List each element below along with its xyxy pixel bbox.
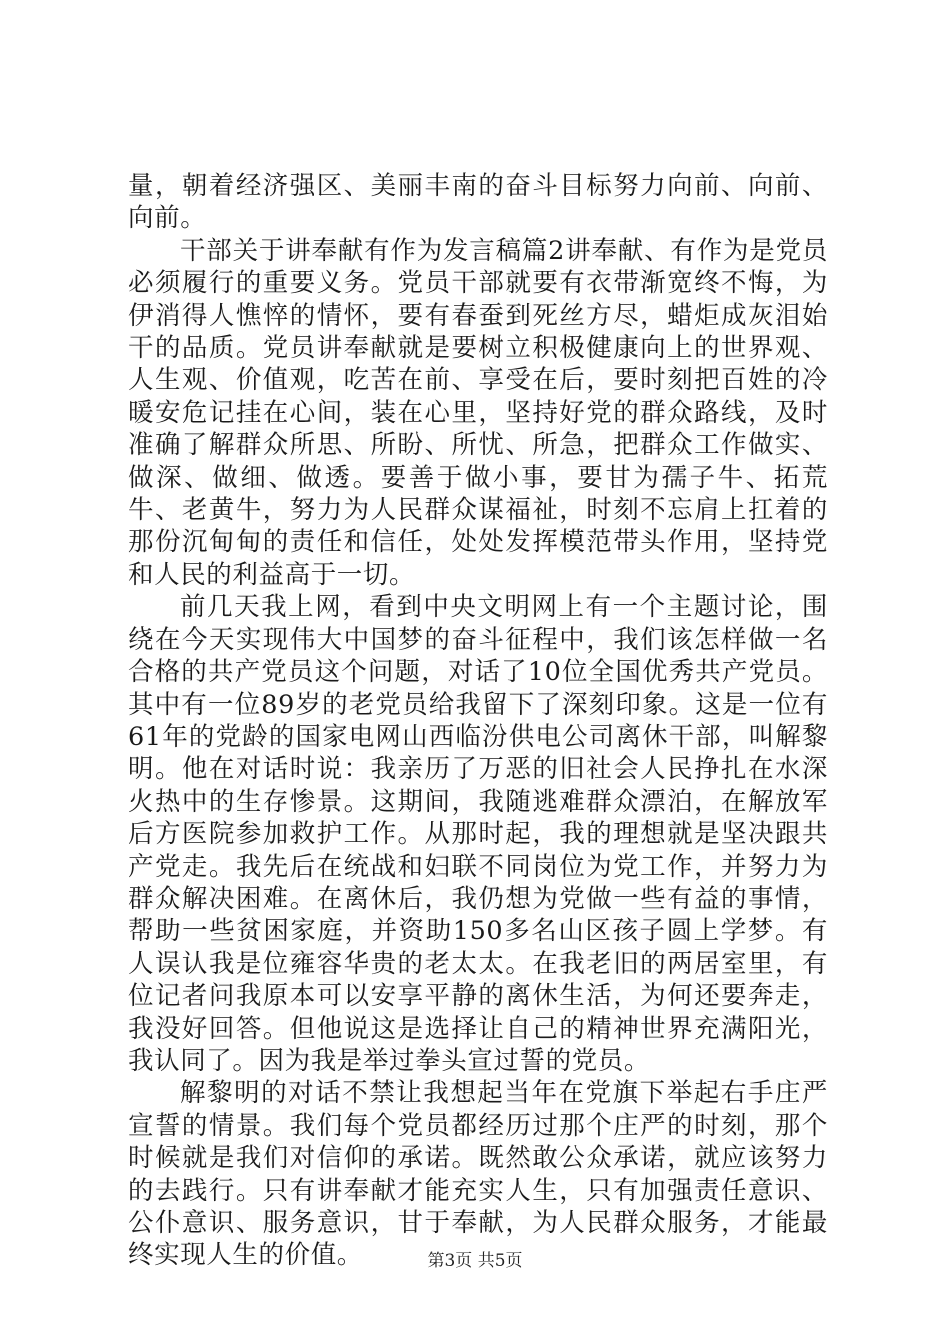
paragraph-dedication: 干部关于讲奉献有作为发言稿篇2讲奉献、有作为是党员必须履行的重要义务。党员干部就要有衣带渐宽终不悔，为伊消得人憔悴的情怀，要有春蚕到死丝方尽，蜡炬成灰泪始干的品质。党员讲奉献就是要树立积极健康向上的世界观、人生观、价值观，吃苦在前、享受在后，要时刻把百姓的冷暖安危记挂在心间，装在心里，坚持好党的群众路线，及时准确了解群众所思、所盼、所忧、所急，把群众工作做实、做深、做细、做透。要善于做小事，要甘为孺子牛、拓荒牛、老黄牛，努力为人民群众谋福祉，时刻不忘肩上扛着的那份沉甸甸的责任和信任，处处发挥模范带头作用，坚持党和人民的利益高于一切。: [128, 235, 828, 590]
document-body: [128, 170, 828, 1272]
page-footer: [0, 1246, 950, 1271]
paragraph-continuation: 量，朝着经济强区、美丽丰南的奋斗目标努力向前、向前、向前。: [128, 171, 828, 234]
page-number-label: 第3页 共5页: [427, 1251, 523, 1271]
paragraph-xie-liming-story: 前几天我上网，看到中央文明网上有一个主题讨论，围绕在今天实现伟大中国梦的奋斗征程中，我们该怎样做一名合格的共产党员这个问题，对话了10位全国优秀共产党员。其中有一位89岁的老党员给我留下了深刻印象。这是一位有61年的党龄的国家电网山西临汾供电公司离休干部，叫解黎明。他在对话时说：我亲历了万恶的旧社会人民挣扎在水深火热中的生存惨景。这期间，我随逃难群众漂泊，在解放军后方医院参加救护工作。从那时起，我的理想就是坚决跟共产党走。我先后在统战和妇联不同岗位为党工作，并努力为群众解决困难。在离休后，我仍想为党做一些有益的事情，帮助一些贫困家庭，并资助150多名山区孩子圆上学梦。有人误认我是位雍容华贵的老太太。在我老旧的两居室里，有位记者问我原本可以安享平静的离休生活，为何还要奔走，我没好回答。但他说这是选择让自己的精神世界充满阳光，我认同了。因为我是举过拳头宣过誓的党员。: [128, 592, 828, 1076]
paragraph-oath-reflection: 解黎明的对话不禁让我想起当年在党旗下举起右手庄严宣誓的情景。我们每个党员都经历过那个庄严的时刻，那个时候就是我们对信仰的承诺。既然敢公众承诺，就应该努力的去践行。只有讲奉献才能充实人生，只有加强责任意识、公仆意识、服务意识，甘于奉献，为人民群众服务，才能最终实现人生的价值。: [128, 1078, 828, 1271]
